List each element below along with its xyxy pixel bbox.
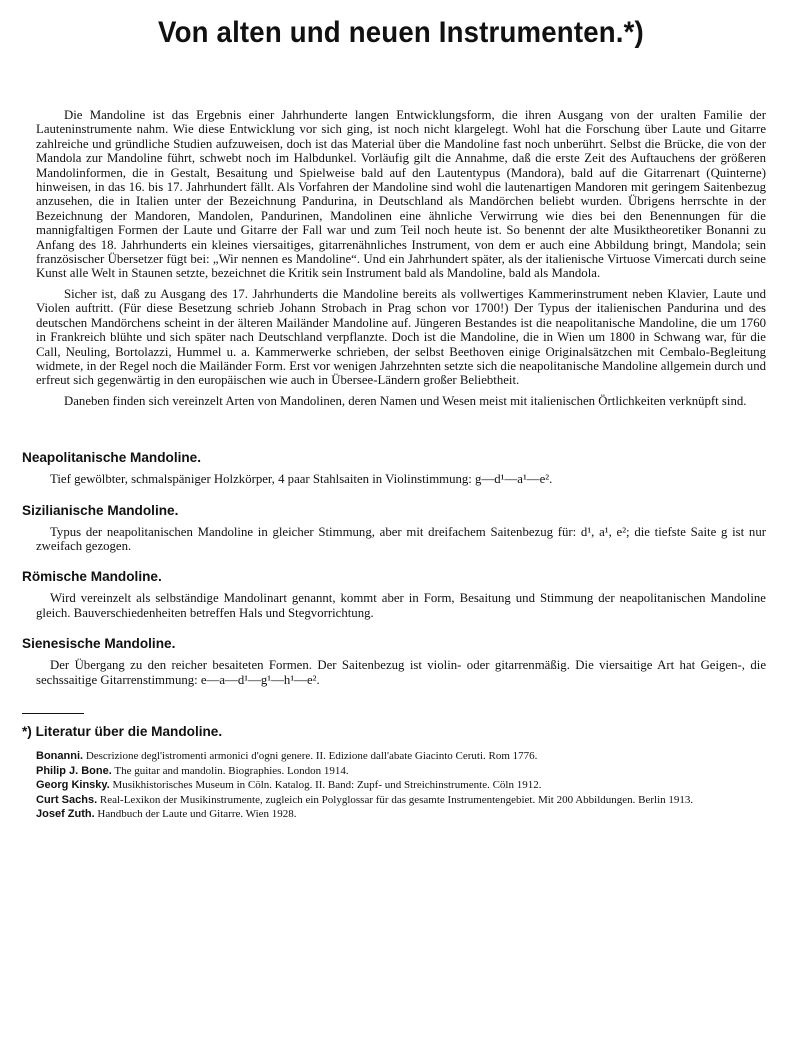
reference-author: Josef Zuth. — [36, 808, 95, 821]
reference-author: Curt Sachs. — [36, 793, 98, 806]
reference-item — [36, 779, 766, 792]
reference-text: Musikhistorisches Museum in Cöln. Katalog. II. Band: Zupf- und Streichinstrumente. Cöln 1912. — [109, 779, 542, 792]
intro-paragraph-1: Die Mandoline ist das Ergebnis einer Jahrhunderte langen Entwicklungsform, die ihren Ausgang von der uralten Familie der Lauteninstrumente nahm. Wie diese Entwicklung vor sich ging, ist noch nicht klargelegt. Wohl hat die Forschung über Laute und Gitarre zahlreiche und gründliche Studien aufzuweisen, doch ist das Material über die Mandoline fast noch unberührt. Selbst die Brücke, die von der Mandola zur Mandoline führt, schwebt noch im Halbdunkel. Vorläufig gilt die Annahme, daß die erste Zeit des Auftauchens der größeren Mandolinformen, die in Gestalt, Besaitung und Spielweise bald auf den Lautentypus (Mandora), bald auf die Gitarrenart (Quinterne) hinweisen, in das 16. bis 17. Jahrhundert fällt. Als Vorfahren der Mandoline sind wohl die lautenartigen Mandoren mit geringem Saitenbezug anzusehen, die in Italien unter der Bezeichnung Pandurina, in Deutschland als Mandörchen beliebt wurden. Übrigens herrschte in der Bezeichnung der Mandoren, Mandolen, Pandurinen, Mandolinen eine ähnliche Verwirrung wie dies bei den Benennungen für die mannigfaltigen Formen der Laute und Gitarre der Fall war und zum Teil noch heute ist. So benennt der alte Musiktheoretiker Bonanni zu Anfang des 18. Jahrhunderts ein kleines viersaitiges, gitarrenähnliches Instrument, von dem er auch eine Abbildung bringt, Mandola; sein französischer Übersetzer fügt bei: „Wir nennen es Mandoline“. Und ein Jahrhundert später, als der italienische Virtuose Vimercati durch seine Kunst alle Welt in Staunen setzte, bezeichnet die Kritik sein Instrument bald als Mandoline, bald als Mandola. — [36, 108, 766, 281]
reference-text: The guitar and mandolin. Biographies. London 1914. — [111, 764, 349, 777]
footnote — [22, 724, 766, 821]
section-text: Wird vereinzelt als selbständige Mandolinart genannt, kommt aber in Form, Besaitung und Stimmung der neapolitanischen Mandoline gleich. Bauverschiedenheiten betreffen Hals und Stegvorrichtung. — [36, 591, 766, 620]
section-neapolitan — [22, 450, 766, 487]
reference-list — [36, 750, 766, 821]
section-heading: Neapolitanische Mandoline. — [22, 450, 202, 466]
section-heading: Römische Mandoline. — [22, 569, 162, 585]
section-heading: Sizilianische Mandoline. — [22, 502, 179, 518]
intro-paragraph-3: Daneben finden sich vereinzelt Arten von Mandolinen, deren Namen und Wesen meist mit italienischen Örtlichkeiten verknüpft sind. — [64, 393, 747, 408]
intro-paragraph-2: Sicher ist, daß zu Ausgang des 17. Jahrhunderts die Mandoline bereits als vollwertiges Kammerinstrument neben Klavier, Laute und Violen auftritt. (Für diese Besetzung schrieb Johann Strobach in Prag schon vor 1700!) Der Typus der italienischen Pandurina und des deutschen Mandörchens scheint in der älteren Mailänder Mandoline auf. Jüngeren Bestandes ist die neapolitanische Mandoline, die um 1760 in Frankreich blühte und sich später nach Deutschland verpflanzte. Doch ist die Mandoline, die in Wien um 1800 in Schwang war, für die Call, Neuling, Bortolazzi, Hummel u. a. Kammerwerke schrieben, der selbst Beethoven einige Originalsätzchen mit Cembalo-Begleitung widmete, in der Regel noch die Mailänder Form. Erst vor wenigen Jahrzehnten setzte sich die neapolitanische Mandoline allgemein durch und erfreut sich gegenwärtig in den europäischen wie auch in Übersee-Ländern großer Beliebtheit. — [36, 286, 766, 388]
reference-item — [36, 750, 766, 763]
reference-text: Real-Lexikon der Musikinstrumente, zugleich ein Polyglossar für das gesamte Instrumentengebiet. Mit 200 Abbildungen. Berlin 1913. — [97, 793, 694, 806]
section-text: Der Übergang zu den reicher besaiteten Formen. Der Saitenbezug ist violin- oder gitarrenmäßig. Die viersaitige Art hat Geigen-, die sechssaitige Gitarrenstimmung: e—a—d¹—g¹—h¹—e². — [36, 658, 766, 687]
reference-text: Descrizione degl'istromenti armonici d'ogni genere. II. Edizione dall'abate Giacinto Ceruti. Rom 1776. — [83, 749, 538, 762]
section-text: Typus der neapolitanischen Mandoline in gleicher Stimmung, aber mit dreifachem Saitenbezug für: d¹, a¹, e²; die tiefste Saite g ist nur zweifach gezogen. — [36, 524, 766, 553]
page-title: Von alten und neuen Instrumenten.*) — [158, 16, 644, 49]
intro-text — [36, 108, 766, 408]
section-text: Tief gewölbter, schmalspäniger Holzkörper, 4 paar Stahlsaiten in Violinstimmung: g—d¹—a¹—e². — [50, 472, 553, 487]
reference-item — [36, 794, 766, 807]
section-sienese — [22, 636, 766, 687]
section-sicilian — [22, 502, 766, 554]
footnote-heading: *) Literatur über die Mandoline. — [22, 723, 223, 739]
reference-author: Philip J. Bone. — [36, 764, 112, 777]
section-heading: Sienesische Mandoline. — [22, 636, 176, 652]
reference-author: Georg Kinsky. — [36, 779, 110, 792]
section-roman — [22, 569, 766, 620]
reference-author: Bonanni. — [36, 749, 84, 762]
reference-text: Handbuch der Laute und Gitarre. Wien 1928. — [94, 808, 297, 821]
reference-item — [36, 808, 766, 821]
reference-item — [36, 765, 766, 778]
footnote-divider — [22, 713, 84, 714]
